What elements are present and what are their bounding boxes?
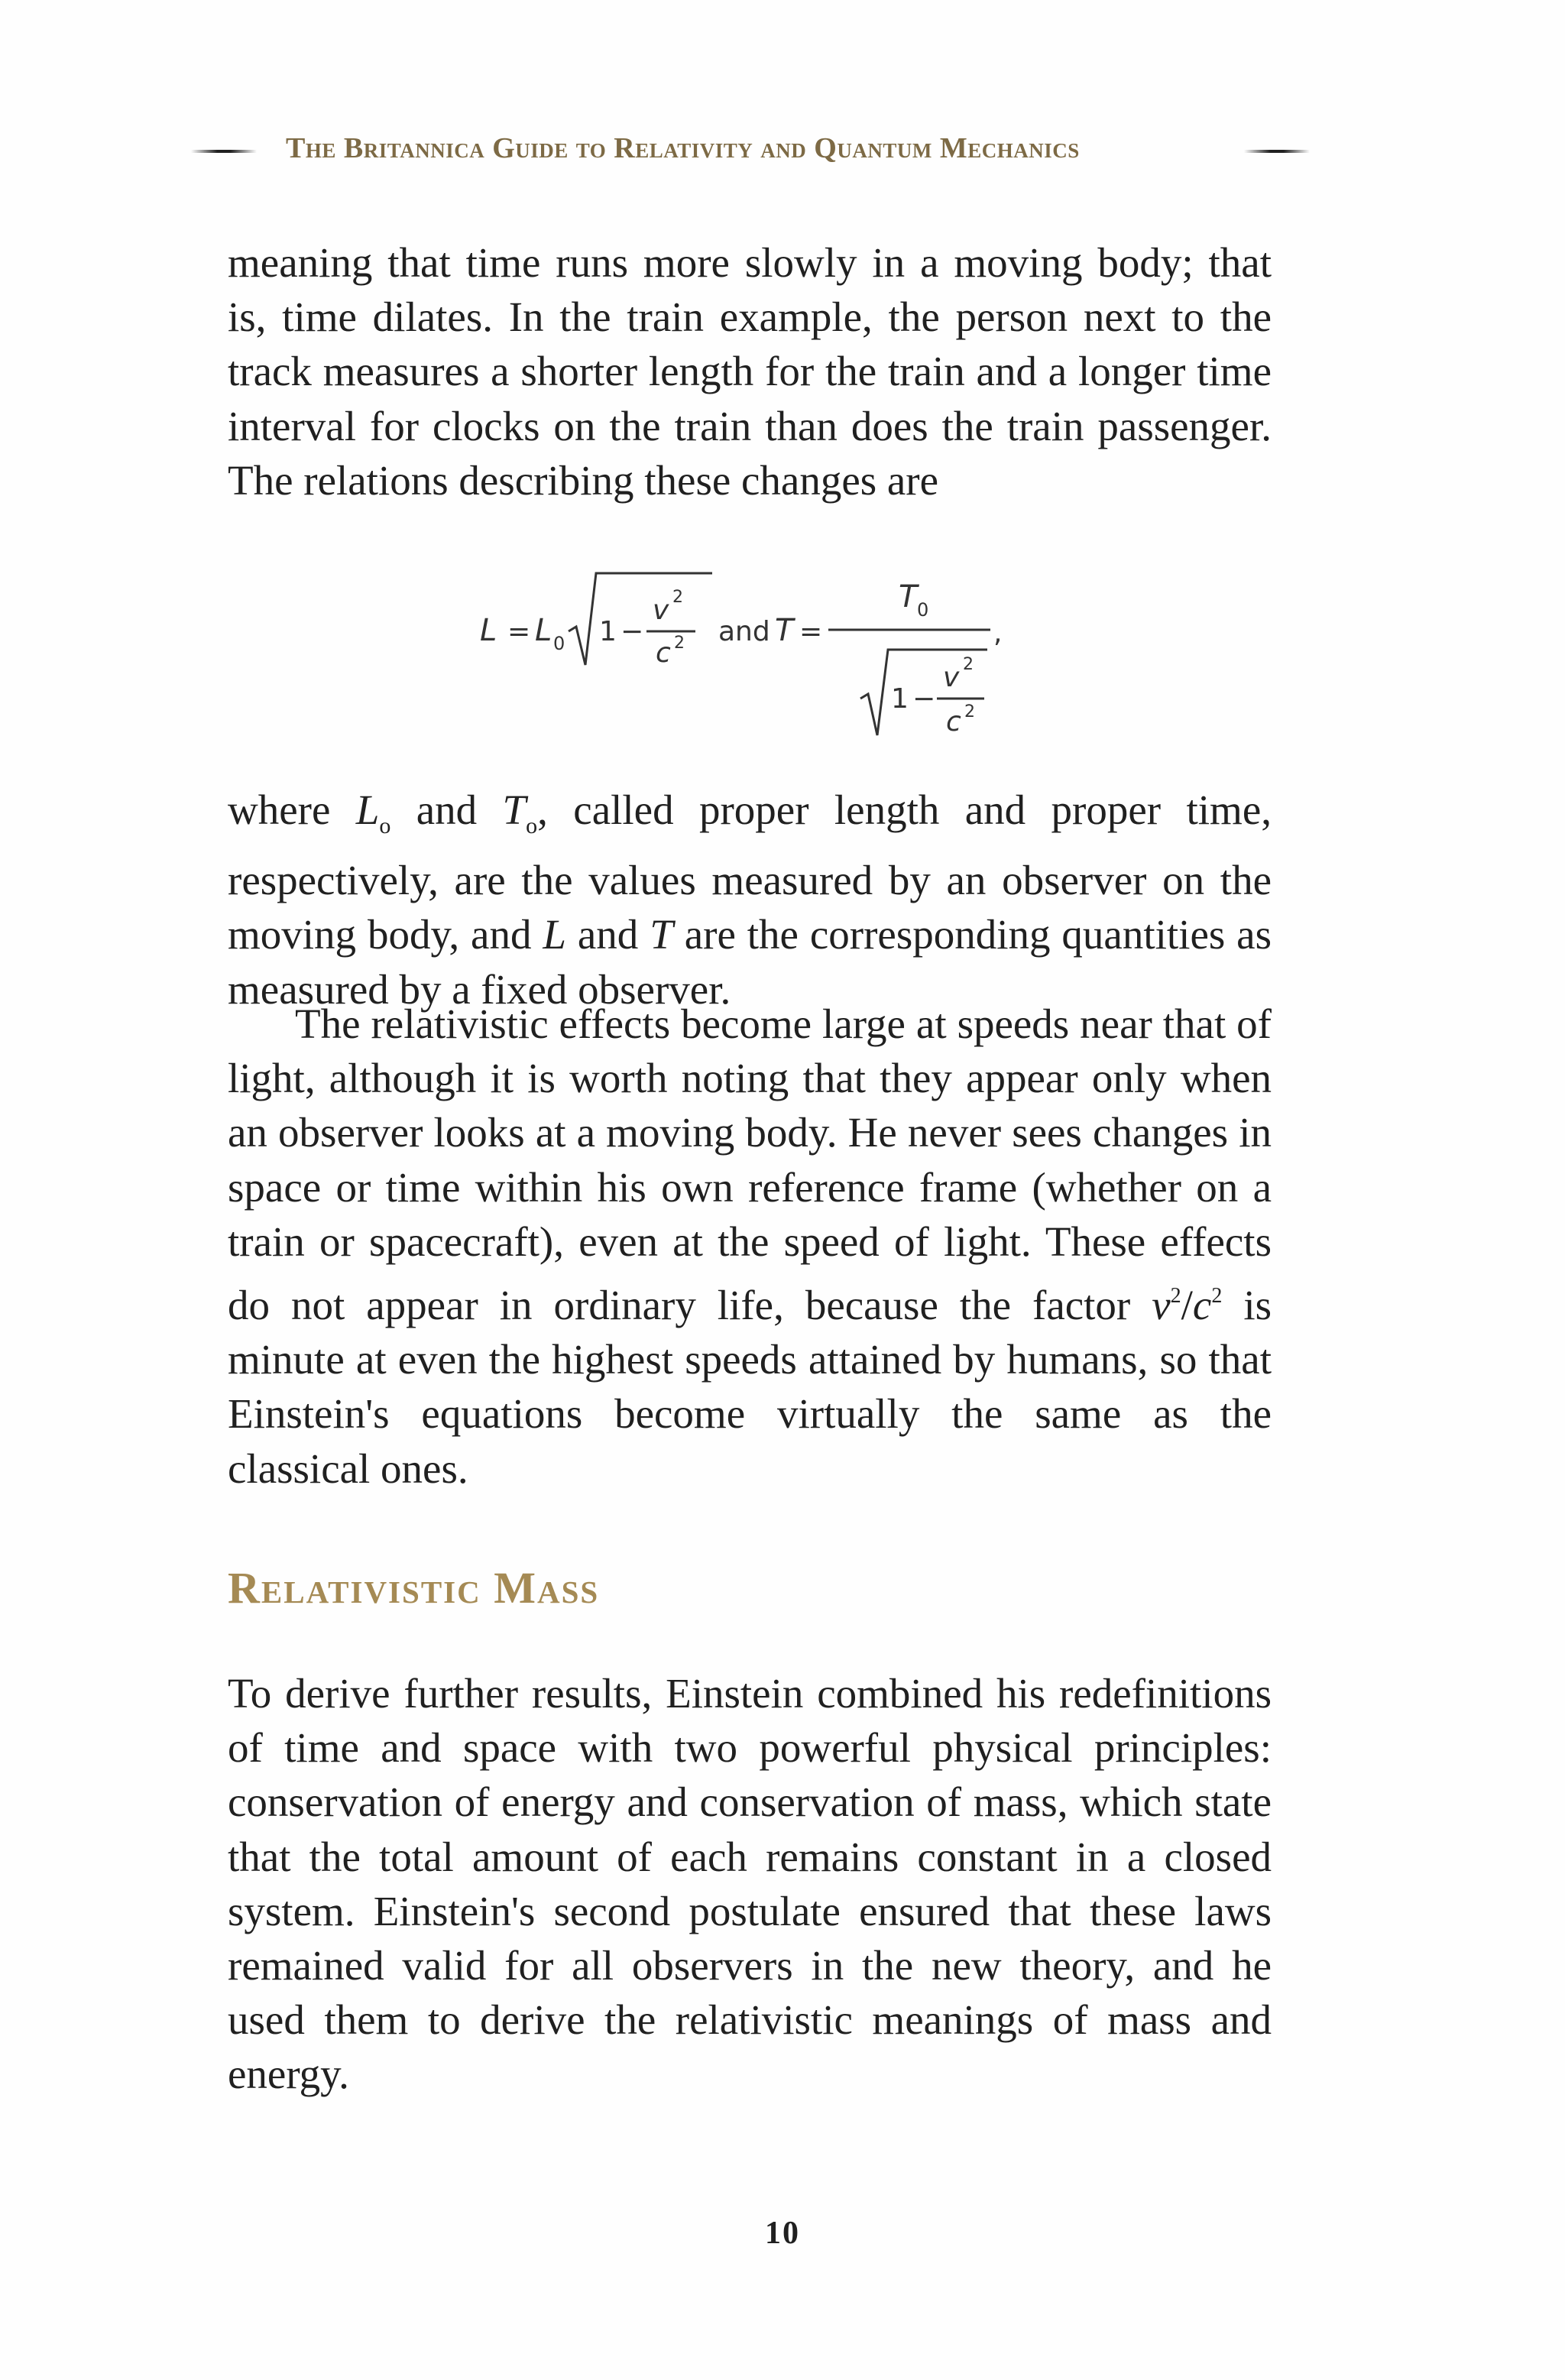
p3-text-a: The relativistic effects become large at speeds near that of light, although it is worth noting that they appear only when an observer looks at a moving body. He never sees changes in space or time within his own reference frame (whether on a train or spacecraft), even at the speed of light. These effects do not appear in ordinary life, because the factor	[228, 1000, 1272, 1329]
eq-c-2: c	[946, 706, 961, 738]
eq-comma: ,	[993, 618, 1003, 649]
paragraph-2-text	[228, 783, 1272, 1017]
eq-T: T	[775, 613, 794, 648]
paragraph-4-text: To derive further results, Einstein combined his redefinitions of time and space with two powerful physical principles: conservation of energy and conservation of mass, which state that the total amount of each remains constant in a closed system. Einstein's second postulate ensured that these laws remained valid for all observers in the new theory, and he used them to derive the relativistic meanings of mass and energy.	[228, 1670, 1272, 2098]
eq-and: and	[718, 616, 770, 647]
eq-one-1: 1	[599, 616, 617, 647]
p2-symbol-T2: T	[650, 911, 673, 958]
eq-minus-2: −	[912, 683, 936, 715]
eq-v-2: v	[943, 662, 960, 693]
eq-equals-2: =	[799, 616, 823, 647]
p3-sup-1: 2	[1170, 1284, 1181, 1308]
paragraph-3-text	[228, 997, 1272, 1496]
p2-subscript-0a: o	[379, 813, 391, 838]
p2-subscript-0b: o	[526, 813, 538, 838]
eq-c-sup-2: 2	[964, 702, 975, 721]
eq-T0: T	[899, 579, 918, 614]
running-header	[0, 131, 1565, 177]
paragraph-3	[228, 997, 1272, 1496]
p2-text-e: are the corresponding quantities as measured by a fixed observer.	[228, 911, 1272, 1013]
section-heading: Relativistic Mass	[228, 1563, 600, 1613]
eq-c-sup-1: 2	[674, 634, 685, 653]
p2-symbol-L2: L	[543, 911, 566, 958]
eq-c-1: c	[656, 637, 671, 669]
p2-text-a: where	[228, 786, 356, 833]
p3-symbol-c: c	[1192, 1282, 1212, 1329]
p2-text-d: and	[565, 911, 650, 958]
eq-v-sup-2: 2	[963, 655, 974, 674]
p3-symbol-v: v	[1152, 1282, 1171, 1329]
header-ornament-right	[1244, 150, 1310, 153]
equation-graphic	[474, 558, 1024, 757]
running-title: The Britannica Guide to Relativity and Quantum Mechanics	[286, 132, 1080, 164]
eq-v-sup-1: 2	[672, 588, 683, 607]
p2-text-b: and	[390, 786, 503, 833]
eq-L0: L	[535, 613, 552, 648]
eq-equals-1: =	[507, 616, 531, 647]
p3-text-b: is minute at even the highest speeds attained by humans, so that Einstein's equations become virtually the same as the classical ones.	[228, 1282, 1272, 1492]
p3-slash: /	[1181, 1282, 1193, 1329]
eq-L: L	[480, 613, 497, 648]
eq-T0-subscript: 0	[917, 599, 929, 621]
header-ornament-left	[191, 150, 257, 153]
p3-sup-2: 2	[1211, 1284, 1223, 1308]
paragraph-2	[228, 783, 1272, 1017]
paragraph-1-text: meaning that time runs more slowly in a moving body; that is, time dilates. In the train example, the person next to the track measures a shorter length for the train and a longer time interval for clocks on the train than does the train passenger. The relations describing these changes are	[228, 239, 1272, 504]
p2-symbol-T: T	[502, 786, 527, 833]
eq-one-2: 1	[891, 683, 909, 715]
eq-minus-1: −	[620, 616, 644, 647]
paragraph-4	[228, 1666, 1272, 2102]
p2-symbol-L: L	[355, 786, 380, 833]
page-number: 10	[765, 2216, 800, 2251]
eq-v-1: v	[653, 595, 669, 626]
relativity-equation	[474, 558, 1024, 757]
p2-text-c: , called proper length and proper time, respectively, are the values measured by an observer on the moving body, and	[228, 786, 1272, 958]
eq-L0-subscript: 0	[553, 633, 565, 654]
paragraph-1	[228, 235, 1272, 507]
